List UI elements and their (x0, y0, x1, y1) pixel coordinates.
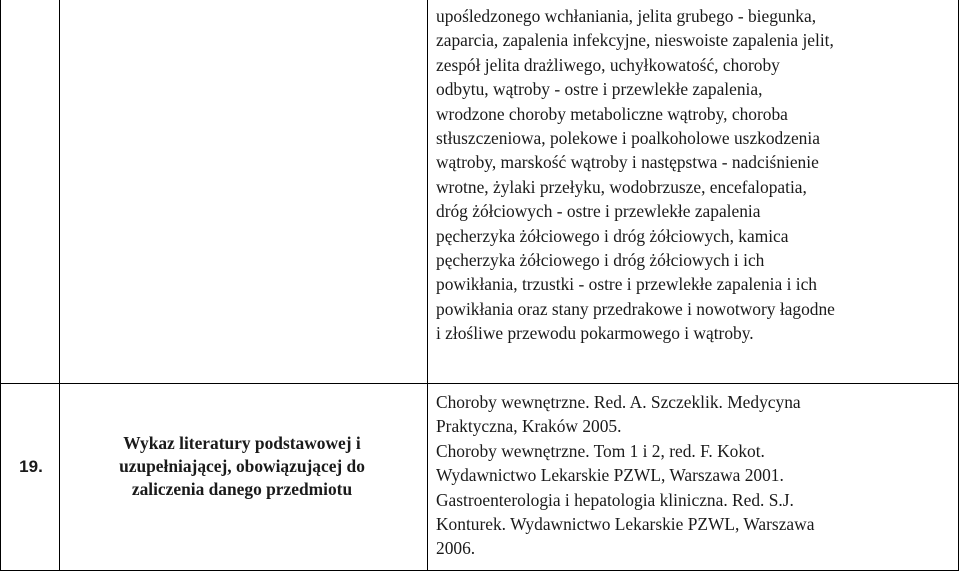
text-line: upośledzonego wchłaniania, jelita grubego - biegunka, (436, 6, 817, 26)
table-border-left (0, 0, 1, 571)
text-line: zespół jelita drażliwego, uchyłkowatość, choroby (436, 54, 780, 75)
text-line: zaparcia, zapalenia infekcyjne, nieswoiste zapalenia jelit, (436, 30, 834, 51)
label-line: zaliczenia danego przedmiotu (131, 479, 353, 499)
literature-list (436, 390, 956, 561)
text-line: odbytu, wątroby - ostre i przewlekłe zapalenia, (436, 79, 763, 100)
label-line: Wykaz literatury podstawowej i (123, 433, 361, 453)
row-divider-19 (0, 383, 959, 384)
text-line: powikłania, trzustki - ostre i przewlekłe zapalenia i ich (436, 274, 817, 295)
reference-line: 2006. (436, 538, 476, 559)
row-label (64, 432, 420, 501)
reference-line: Konturek. Wydawnictwo Lekarskie PZWL, Warszawa (436, 514, 815, 535)
text-line: i złośliwe przewodu pokarmowego i wątroby. (436, 323, 754, 344)
column-divider-number (59, 0, 60, 571)
text-line: pęcherzyka żółciowego i dróg żółciowych, kamica (436, 225, 789, 246)
reference-line: Choroby wewnętrzne. Tom 1 i 2, red. F. Kokot. (436, 440, 765, 461)
previous-row-content (436, 4, 956, 346)
text-line: wrodzone choroby metaboliczne wątroby, choroba (436, 103, 788, 124)
reference-line: Praktyczna, Kraków 2005. (436, 416, 622, 437)
text-line: stłuszczeniowa, polekowe i poalkoholowe uszkodzenia (436, 128, 820, 149)
reference-line: Wydawnictwo Lekarskie PZWL, Warszawa 2001. (436, 465, 784, 486)
text-line: wrotne, żylaki przełyku, wodobrzusze, encefalopatia, (436, 176, 807, 197)
reference-line: Choroby wewnętrzne. Red. A. Szczeklik. Medycyna (436, 392, 801, 412)
text-line: dróg żółciowych - ostre i przewlekłe zapalenia (436, 201, 761, 222)
text-line: pęcherzyka żółciowego i dróg żółciowych i ich (436, 250, 765, 271)
text-line: powikłania oraz stany przedrakowe i nowotwory łagodne (436, 298, 835, 319)
column-divider-label (427, 0, 428, 571)
reference-line: Gastroenterologia i hepatologia kliniczna. Red. S.J. (436, 489, 794, 510)
text-line: wątroby, marskość wątroby i następstwa - nadciśnienie (436, 152, 819, 173)
label-line: uzupełniającej, obowiązującej do (119, 456, 365, 476)
row-number: 19. (19, 457, 43, 476)
